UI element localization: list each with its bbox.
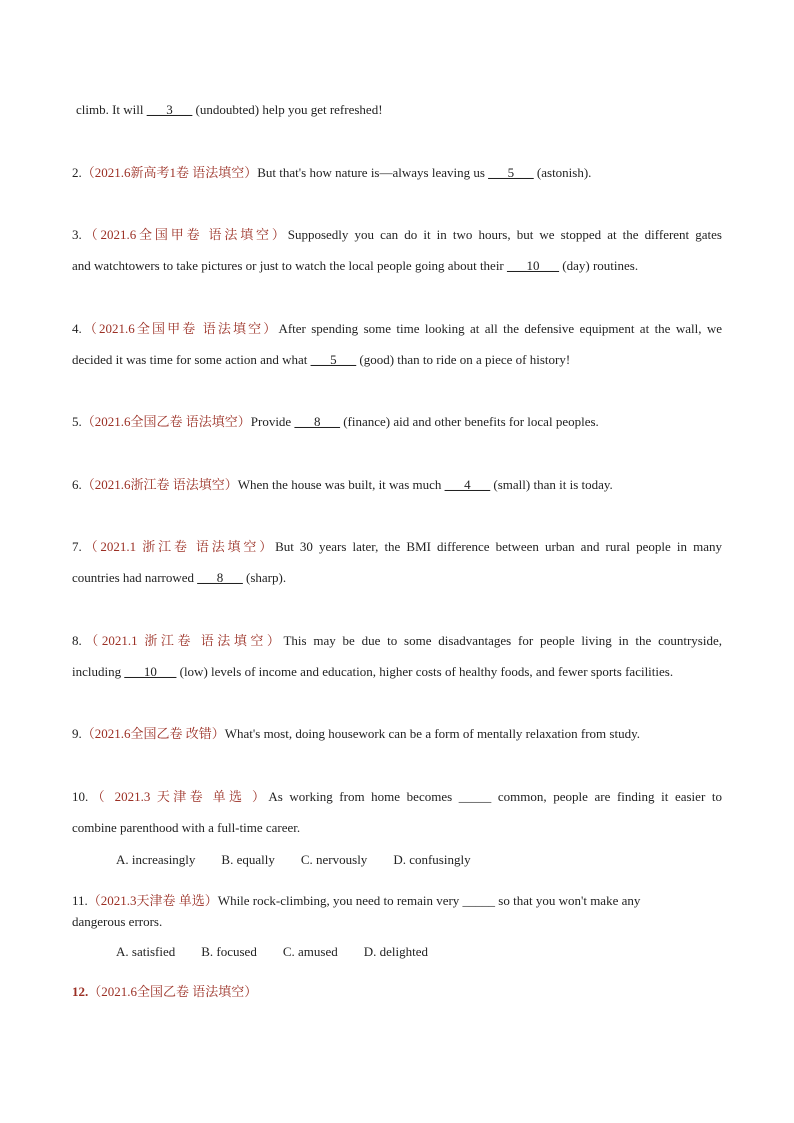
q7-text-pre: countries had narrowed (72, 570, 198, 585)
q3-text-pre: and watchtowers to take pictures or just to watch the local people going about their (72, 258, 508, 273)
q11-option-c: C. amused (282, 944, 338, 959)
q6-number: 6. (72, 477, 82, 492)
q10-source: （ 2021.3 天津卷 单选 ） (88, 789, 269, 804)
q11-source: （2021.3天津卷 单选） (87, 893, 218, 908)
q3-text-post: (day) routines. (559, 258, 639, 273)
q11-number: 11. (72, 893, 88, 908)
q8-text-post: (low) levels of income and education, higher costs of healthy foods, and fewer sports facilities. (176, 664, 674, 679)
q5-source: （2021.6全国乙卷 语法填空） (81, 414, 251, 429)
q8-source: （2021.1 浙江卷 语法填空） (81, 633, 284, 648)
q12-source: （2021.6全国乙卷 语法填空） (88, 984, 258, 999)
question-11-options (116, 944, 454, 960)
question-7-line-1 (72, 539, 722, 555)
q12-number: 12. (72, 984, 89, 999)
q5-text-post: (finance) aid and other benefits for local peoples. (339, 414, 599, 429)
q11-option-b: B. focused (201, 944, 257, 959)
question-10-line-1 (72, 789, 722, 805)
q2-text-pre: But that's how nature is—always leaving us (257, 165, 489, 180)
question-4-line-1 (72, 321, 722, 337)
q2-text-post: (astonish). (533, 165, 592, 180)
question-11-line-2 (72, 914, 162, 930)
q7-text-post: (sharp). (242, 570, 287, 585)
q10-option-c: C. nervously (300, 852, 368, 867)
question-10-options (116, 852, 497, 868)
q8-text-pre: including (72, 664, 125, 679)
q7-blank: ___8___ (197, 570, 243, 585)
question-8-line-1 (72, 633, 722, 649)
question-5 (72, 414, 599, 430)
q3-text: Supposedly you can do it in two hours, but we stopped at the different gates (287, 227, 722, 242)
question-10-line-2 (72, 820, 300, 836)
q8-text: This may be due to some disadvantages for people living in the countryside, (283, 633, 722, 648)
q1-text-post: (undoubted) help you get refreshed! (192, 102, 383, 117)
question-3-line-2 (72, 258, 638, 274)
q9-text: What's most, doing housework can be a form of mentally relaxation from study. (224, 726, 640, 741)
q3-source: （2021.6全国甲卷 语法填空） (81, 227, 288, 242)
question-7-line-2 (72, 570, 286, 586)
q4-blank: ___5___ (310, 352, 357, 367)
q10-text-cont: combine parenthood with a full-time career. (72, 820, 301, 835)
q11-text-cont: dangerous errors. (72, 914, 163, 929)
q2-source: （2021.6新高考1卷 语法填空） (81, 165, 258, 180)
question-6 (72, 477, 613, 493)
q1-tail (76, 102, 383, 118)
q4-text: After spending some time looking at all the defensive equipment at the wall, we (278, 321, 722, 336)
q6-text-pre: When the house was built, it was much (237, 477, 445, 492)
q8-number: 8. (72, 633, 82, 648)
q10-option-a: A. increasingly (116, 852, 196, 867)
q1-blank: ___3___ (146, 102, 193, 117)
q3-blank: ___10___ (507, 258, 560, 273)
q4-text-post: (good) than to ride on a piece of history! (356, 352, 571, 367)
question-2 (72, 165, 591, 181)
q4-source: （2021.6全国甲卷 语法填空） (81, 321, 279, 336)
q9-source: （2021.6全国乙卷 改错） (81, 726, 225, 741)
q4-text-pre: decided it was time for some action and what (72, 352, 311, 367)
q10-option-b: B. equally (221, 852, 275, 867)
q9-number: 9. (72, 726, 82, 741)
q11-text: While rock-climbing, you need to remain very _____ so that you won't make any (217, 893, 641, 908)
q2-blank: ___5___ (488, 165, 534, 180)
q11-option-d: D. delighted (363, 944, 428, 959)
q6-text-post: (small) than it is today. (490, 477, 613, 492)
q5-text-pre: Provide (250, 414, 295, 429)
q2-number: 2. (72, 165, 82, 180)
question-4-line-2 (72, 352, 570, 368)
q7-source: （2021.1 浙江卷 语法填空） (81, 539, 276, 554)
q10-text: As working from home becomes _____ common, people are finding it easier to (268, 789, 722, 804)
q5-blank: ___8___ (294, 414, 340, 429)
question-12 (72, 984, 257, 1000)
q6-blank: ___4___ (444, 477, 491, 492)
q10-number: 10. (72, 789, 89, 804)
question-8-line-2 (72, 664, 673, 680)
q4-number: 4. (72, 321, 82, 336)
q6-source: （2021.6浙江卷 语法填空） (81, 477, 238, 492)
question-3-line-1 (72, 227, 722, 243)
question-9 (72, 726, 640, 742)
q1-text-pre: climb. It will (76, 102, 147, 117)
q7-number: 7. (72, 539, 82, 554)
q11-option-a: A. satisfied (116, 944, 176, 959)
question-11-line-1 (72, 893, 640, 909)
q7-text: But 30 years later, the BMI difference between urban and rural people in many (275, 539, 722, 554)
q10-option-d: D. confusingly (393, 852, 471, 867)
q5-number: 5. (72, 414, 82, 429)
q8-blank: ___10___ (124, 664, 177, 679)
q3-number: 3. (72, 227, 82, 242)
